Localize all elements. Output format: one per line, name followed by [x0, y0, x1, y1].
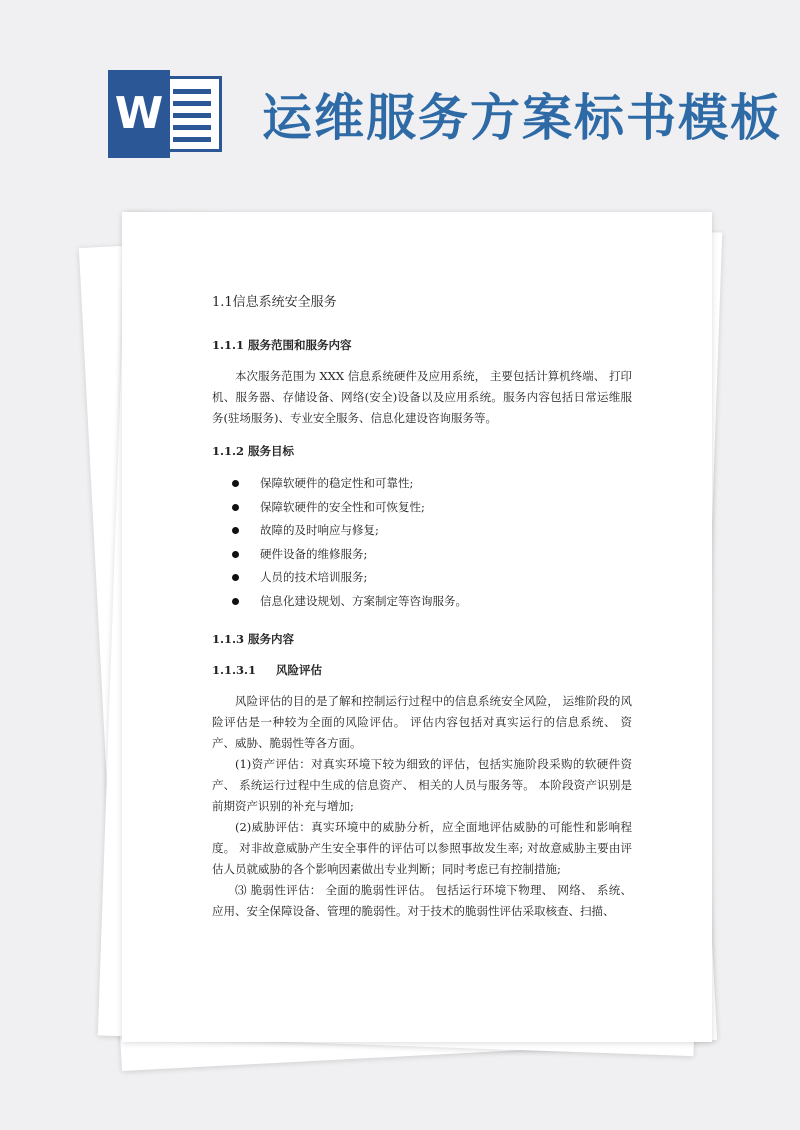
banner	[0, 0, 800, 200]
section-heading-1-1-1: 1.1.1 服务范围和服务内容	[212, 338, 352, 352]
bullet-icon	[232, 504, 239, 511]
word-letter-badge: W	[108, 70, 170, 158]
bullet-icon	[232, 551, 239, 558]
bullet-icon	[232, 598, 239, 605]
paragraph-service-scope: 本次服务范围为 XXX 信息系统硬件及应用系统， 主要包括计算机终端、 打印机、服务器、存储设备、网络(安全)设备以及应用系统。服务内容包括日常运维服务(驻场服务)、专业安全服务、信息化建设咨询服务等。	[212, 369, 632, 425]
word-document-icon	[108, 70, 224, 158]
document-page	[122, 212, 712, 1042]
list-item: 保障软硬件的稳定性和可靠性;	[232, 472, 632, 496]
banner-title: 运维服务方案标书模板	[262, 89, 782, 147]
paragraph-risk-intro: 风险评估的目的是了解和控制运行过程中的信息系统安全风险， 运维阶段的风险评估是一种较为全面的风险评估。 评估内容包括对真实运行的信息系统、 资产、威胁、脆弱性等各方面。	[212, 694, 632, 750]
document-body	[212, 292, 632, 922]
paragraph-asset-assessment: (1)资产评估：对真实环境下较为细致的评估，包括实施阶段采购的软硬件资产、 系统运行过程中生成的信息资产、 相关的人员与服务等。 本阶段资产识别是前期资产识别的补充与增加;	[212, 757, 632, 813]
bullet-icon	[232, 527, 239, 534]
list-item: 保障软硬件的安全性和可恢复性;	[232, 496, 632, 520]
list-item: 人员的技术培训服务;	[232, 566, 632, 590]
paragraph-threat-assessment: (2)威胁评估：真实环境中的威胁分析，应全面地评估威胁的可能性和影响程度。 对非故意威胁产生安全事件的评估可以参照事故发生率; 对故意威胁主要由评估人员就威胁的各个影响因素做出专业判断；同时考虑已有控制措施;	[212, 820, 632, 876]
subsection-number: 1.1.3.1	[212, 663, 257, 677]
section-heading-1-1: 1.1信息系统安全服务	[212, 295, 337, 310]
list-item: 故障的及时响应与修复;	[232, 519, 632, 543]
bullet-icon	[232, 480, 239, 487]
section-heading-1-1-3-1	[212, 660, 632, 681]
section-heading-1-1-3: 1.1.3 服务内容	[212, 632, 295, 646]
section-heading-1-1-2: 1.1.2 服务目标	[212, 444, 295, 458]
list-item: 信息化建设规划、方案制定等咨询服务。	[232, 590, 632, 614]
service-goals-list	[212, 472, 632, 613]
list-item: 硬件设备的维修服务;	[232, 543, 632, 567]
paragraph-vulnerability-assessment: ⑶ 脆弱性评估： 全面的脆弱性评估。 包括运行环境下物理、 网络、 系统、应用、安全保障设备、管理的脆弱性。对于技术的脆弱性评估采取核查、扫描、	[212, 883, 632, 918]
bullet-icon	[232, 574, 239, 581]
subsection-title: 风险评估	[276, 663, 323, 677]
